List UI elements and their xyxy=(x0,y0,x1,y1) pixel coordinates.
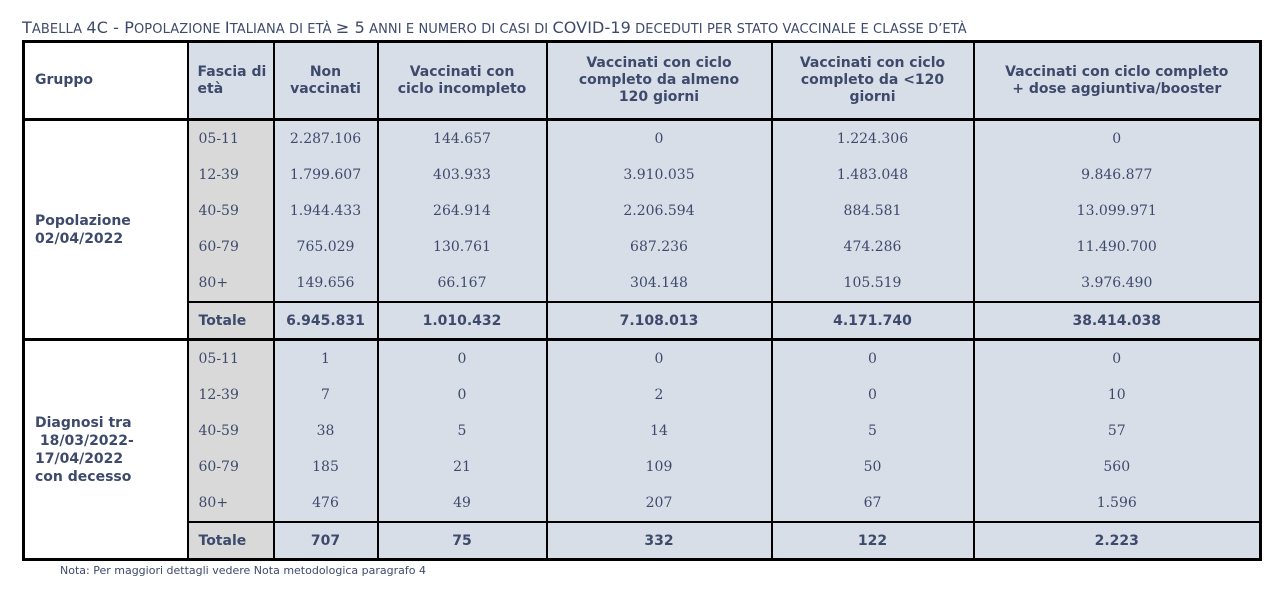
age-cell: 12-39 xyxy=(188,157,274,193)
header-row xyxy=(24,42,1261,120)
title-segment: T xyxy=(22,18,32,37)
value-cell: 1.483.048 xyxy=(772,157,974,193)
value-cell: 474.286 xyxy=(772,229,974,265)
value-cell: 13.099.971 xyxy=(974,193,1261,229)
value-cell: 144.657 xyxy=(378,120,547,158)
age-cell: 40-59 xyxy=(188,413,274,449)
value-cell: 0 xyxy=(772,340,974,378)
title-segment: 4C - P xyxy=(86,18,134,37)
value-cell: 3.976.490 xyxy=(974,265,1261,302)
table-title xyxy=(22,18,967,37)
group-label-text: Popolazione 02/04/2022 xyxy=(35,212,131,247)
value-cell: 57 xyxy=(974,413,1261,449)
value-cell: 7 xyxy=(274,377,378,413)
value-cell: 105.519 xyxy=(772,265,974,302)
total-cell: 332 xyxy=(547,522,772,560)
table-row xyxy=(24,340,1261,378)
value-cell: 67 xyxy=(772,485,974,522)
value-cell: 0 xyxy=(547,340,772,378)
value-cell: 0 xyxy=(974,120,1261,158)
title-segment: ANNI E NUMERO DI CASI DI xyxy=(364,22,553,37)
value-cell: 14 xyxy=(547,413,772,449)
table-row xyxy=(24,377,1261,413)
value-cell: 66.167 xyxy=(378,265,547,302)
header-booster: Vaccinati con ciclo completo + dose aggiuntiva/booster xyxy=(974,42,1261,120)
title-segment: OPOLAZIONE xyxy=(133,22,225,37)
total-cell: 4.171.740 xyxy=(772,302,974,340)
total-cell: 6.945.831 xyxy=(274,302,378,340)
table-row xyxy=(24,413,1261,449)
table-row xyxy=(24,157,1261,193)
title-segment: TALIANA DI ETÀ xyxy=(229,22,336,37)
age-cell: 60-79 xyxy=(188,229,274,265)
value-cell: 21 xyxy=(378,449,547,485)
table-row xyxy=(24,449,1261,485)
table-row xyxy=(24,485,1261,522)
age-cell: 40-59 xyxy=(188,193,274,229)
value-cell: 49 xyxy=(378,485,547,522)
value-cell: 1.944.433 xyxy=(274,193,378,229)
title-segment: ≥ 5 xyxy=(335,18,365,37)
value-cell: 9.846.877 xyxy=(974,157,1261,193)
header-incompleto: Vaccinati con ciclo incompleto xyxy=(378,42,547,120)
total-cell: 75 xyxy=(378,522,547,560)
group-label-popolazione xyxy=(24,120,188,340)
value-cell: 1.224.306 xyxy=(772,120,974,158)
value-cell: 884.581 xyxy=(772,193,974,229)
total-cell: 122 xyxy=(772,522,974,560)
value-cell: 2.287.106 xyxy=(274,120,378,158)
age-cell: 05-11 xyxy=(188,120,274,158)
total-row xyxy=(24,302,1261,340)
value-cell: 130.761 xyxy=(378,229,547,265)
group-label-diagnosi xyxy=(24,340,188,560)
group-label-text: 18/03/2022- xyxy=(35,432,134,449)
group-label-text: Diagnosi tra xyxy=(35,414,132,431)
table-row xyxy=(24,229,1261,265)
header-gruppo: Gruppo xyxy=(24,42,188,120)
total-cell: 707 xyxy=(274,522,378,560)
total-cell: 2.223 xyxy=(974,522,1261,560)
value-cell: 207 xyxy=(547,485,772,522)
total-cell: 1.010.432 xyxy=(378,302,547,340)
value-cell: 765.029 xyxy=(274,229,378,265)
value-cell: 5 xyxy=(378,413,547,449)
age-cell: 05-11 xyxy=(188,340,274,378)
total-label: Totale xyxy=(188,522,274,560)
value-cell: 0 xyxy=(772,377,974,413)
age-cell: 80+ xyxy=(188,265,274,302)
value-cell: 185 xyxy=(274,449,378,485)
value-cell: 304.148 xyxy=(547,265,772,302)
total-label: Totale xyxy=(188,302,274,340)
value-cell: 0 xyxy=(378,340,547,378)
value-cell: 5 xyxy=(772,413,974,449)
value-cell: 476 xyxy=(274,485,378,522)
value-cell: 10 xyxy=(974,377,1261,413)
value-cell: 1 xyxy=(274,340,378,378)
header-fascia: Fascia di età xyxy=(188,42,274,120)
title-segment: COVID-19 xyxy=(552,18,631,37)
footnote: Nota: Per maggiori dettagli vedere Nota metodologica paragrafo 4 xyxy=(60,564,426,577)
group-label-text: con decesso xyxy=(35,468,132,485)
value-cell: 2.206.594 xyxy=(547,193,772,229)
header-non-vaccinati: Non vaccinati xyxy=(274,42,378,120)
value-cell: 1.596 xyxy=(974,485,1261,522)
total-cell: 38.414.038 xyxy=(974,302,1261,340)
value-cell: 264.914 xyxy=(378,193,547,229)
value-cell: 2 xyxy=(547,377,772,413)
header-completo-120: Vaccinati con ciclo completo da almeno 120 giorni xyxy=(547,42,772,120)
table-row xyxy=(24,265,1261,302)
age-cell: 60-79 xyxy=(188,449,274,485)
group-label-text: 17/04/2022 xyxy=(35,450,124,467)
value-cell: 11.490.700 xyxy=(974,229,1261,265)
value-cell: 3.910.035 xyxy=(547,157,772,193)
value-cell: 0 xyxy=(974,340,1261,378)
vaccination-table xyxy=(22,40,1262,561)
value-cell: 0 xyxy=(547,120,772,158)
value-cell: 38 xyxy=(274,413,378,449)
value-cell: 403.933 xyxy=(378,157,547,193)
table-row xyxy=(24,120,1261,158)
header-completo-lt120: Vaccinati con ciclo completo da <120 giorni xyxy=(772,42,974,120)
total-cell: 7.108.013 xyxy=(547,302,772,340)
value-cell: 149.656 xyxy=(274,265,378,302)
value-cell: 687.236 xyxy=(547,229,772,265)
value-cell: 109 xyxy=(547,449,772,485)
value-cell: 50 xyxy=(772,449,974,485)
value-cell: 1.799.607 xyxy=(274,157,378,193)
value-cell: 560 xyxy=(974,449,1261,485)
total-row xyxy=(24,522,1261,560)
title-segment: DECEDUTI PER STATO VACCINALE E CLASSE D’ETÀ xyxy=(630,22,967,37)
age-cell: 12-39 xyxy=(188,377,274,413)
title-segment: ABELLA xyxy=(31,22,87,37)
value-cell: 0 xyxy=(378,377,547,413)
age-cell: 80+ xyxy=(188,485,274,522)
title-segment: I xyxy=(224,18,230,37)
table-row xyxy=(24,193,1261,229)
